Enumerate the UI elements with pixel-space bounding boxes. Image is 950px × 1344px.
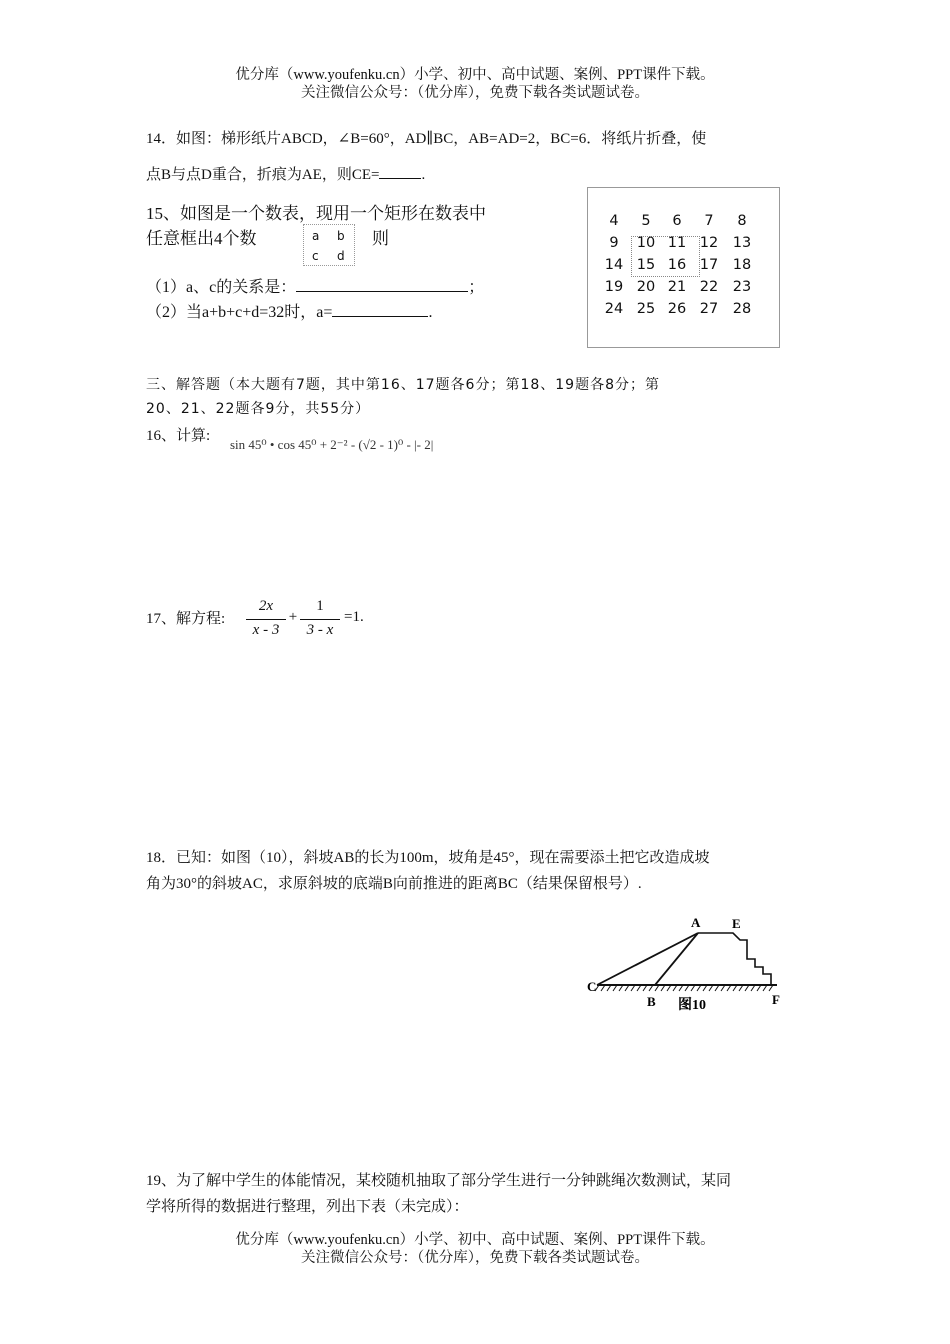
number-table-cell: 25 (636, 301, 656, 317)
q19-line-2: 学将所得的数据进行整理，列出下表（未完成）： (146, 1199, 469, 1215)
number-table-cell: 18 (732, 257, 752, 273)
q18-line-2: 角为30°的斜坡AC，求原斜坡的底端B向前推进的距离BC（结果保留根号）. (146, 876, 642, 892)
figure-10 (585, 912, 785, 1012)
mini-b: b (337, 229, 345, 243)
mini-c: c (312, 249, 319, 263)
section-3-title-line-1: 三、解答题（本大题有7题，其中第16、17题各6分；第18、19题各8分；第 (146, 377, 660, 393)
q17-numerator-2: 1 (316, 598, 324, 614)
number-table (587, 187, 780, 348)
number-table-cell: 11 (667, 235, 687, 251)
footer-line-2: 关注微信公众号：（优分库），免费下载各类试题试卷。 (301, 1250, 649, 1266)
q14-line-1: 14．如图：梯形纸片ABCD，∠B=60°，AD∥BC，AB=AD=2，BC=6．将纸片折叠，使 (146, 131, 707, 147)
q18-line-1: 18．已知：如图（10），斜坡AB的长为100m，坡角是45°，现在需要添土把它改造成坡 (146, 850, 710, 866)
slope-ac (597, 933, 698, 985)
q17-denominator-1: x - 3 (252, 622, 280, 638)
q15-part-2-blank[interactable] (332, 302, 428, 317)
q15-line-2a: 任意框出4个数 (146, 229, 257, 248)
q17-fraction-bar-1 (246, 619, 286, 620)
number-table-cell: 15 (636, 257, 656, 273)
slope-ab (655, 933, 698, 985)
number-table-cell: 6 (672, 213, 682, 229)
section-3-title-line-2: 20、21、22题各9分，共55分） (146, 401, 371, 417)
q17-label: 17、解方程: (146, 611, 226, 627)
q15-mini-box (303, 224, 355, 266)
q14-end: . (421, 167, 426, 183)
q14-text: 点B与点D重合，折痕为AE，则CE= (146, 167, 380, 183)
q17-fraction-bar-2 (300, 619, 340, 620)
label-b: B (647, 994, 656, 1009)
q17-end: . (359, 609, 364, 625)
header-line-1: 优分库（www.youfenku.cn）小学、初中、高中试题、案例、PPT课件下载。 (235, 67, 715, 83)
q14-answer-blank[interactable] (379, 164, 421, 179)
number-table-cell: 24 (604, 301, 624, 317)
q17-rhs (344, 609, 364, 626)
figure-caption: 图10 (678, 998, 706, 1012)
q17-plus: + (288, 609, 298, 625)
mini-d: d (337, 249, 345, 263)
number-table-cell: 7 (704, 213, 714, 229)
number-table-cell: 17 (699, 257, 719, 273)
figure-10-svg (585, 912, 785, 1012)
q15-part-1-blank[interactable] (296, 277, 468, 292)
q17-denominator-2: 3 - x (306, 622, 334, 638)
q17-rhs-text: =1 (344, 609, 360, 625)
label-a: A (691, 915, 701, 930)
number-table-cell: 4 (609, 213, 619, 229)
number-table-cell: 10 (636, 235, 656, 251)
number-table-cell: 26 (667, 301, 687, 317)
footer-line-1: 优分库（www.youfenku.cn）小学、初中、高中试题、案例、PPT课件下载。 (235, 1232, 715, 1248)
q16-formula: sin 45⁰ • cos 45⁰ + 2⁻² - (√2 - 1)⁰ - |- 2| (230, 437, 434, 452)
label-f: F (772, 992, 780, 1007)
q15-part-2-end: . (428, 304, 433, 321)
number-table-cell: 13 (732, 235, 752, 251)
q19-line-1: 19、为了解中学生的体能情况，某校随机抽取了部分学生进行一分钟跳绳次数测试，某同 (146, 1173, 732, 1189)
number-table-cell: 19 (604, 279, 624, 295)
label-c: C (587, 979, 597, 994)
q15-part-1-end: ； (468, 279, 485, 296)
q15-part-1 (146, 274, 484, 297)
number-table-cell: 21 (667, 279, 687, 295)
mini-a: a (312, 229, 320, 243)
number-table-cell: 22 (699, 279, 719, 295)
embankment-outline (698, 933, 771, 985)
q15-part-1-text: （1）a、c的关系是： (146, 279, 297, 296)
q14-line-2 (146, 163, 425, 184)
number-table-cell: 12 (699, 235, 719, 251)
q15-part-2-text: （2）当a+b+c+d=32时，a= (146, 304, 333, 321)
number-table-cell: 16 (667, 257, 687, 273)
q17-numerator-1: 2x (258, 598, 274, 614)
number-table-cell: 9 (609, 235, 619, 251)
number-table-cell: 28 (732, 301, 752, 317)
q15-line-2b: 则 (372, 229, 389, 248)
header-line-2: 关注微信公众号：（优分库），免费下载各类试题试卷。 (301, 85, 649, 101)
q15-part-2 (146, 299, 432, 322)
label-e: E (732, 916, 741, 931)
q16-label: 16、计算: (146, 428, 211, 444)
number-table-cell: 5 (641, 213, 651, 229)
number-table-cell: 14 (604, 257, 624, 273)
number-table-cell: 20 (636, 279, 656, 295)
number-table-cell: 8 (737, 213, 747, 229)
q15-line-1: 15、如图是一个数表，现用一个矩形在数表中 (146, 204, 486, 223)
number-table-cell: 23 (732, 279, 752, 295)
number-table-cell: 27 (699, 301, 719, 317)
